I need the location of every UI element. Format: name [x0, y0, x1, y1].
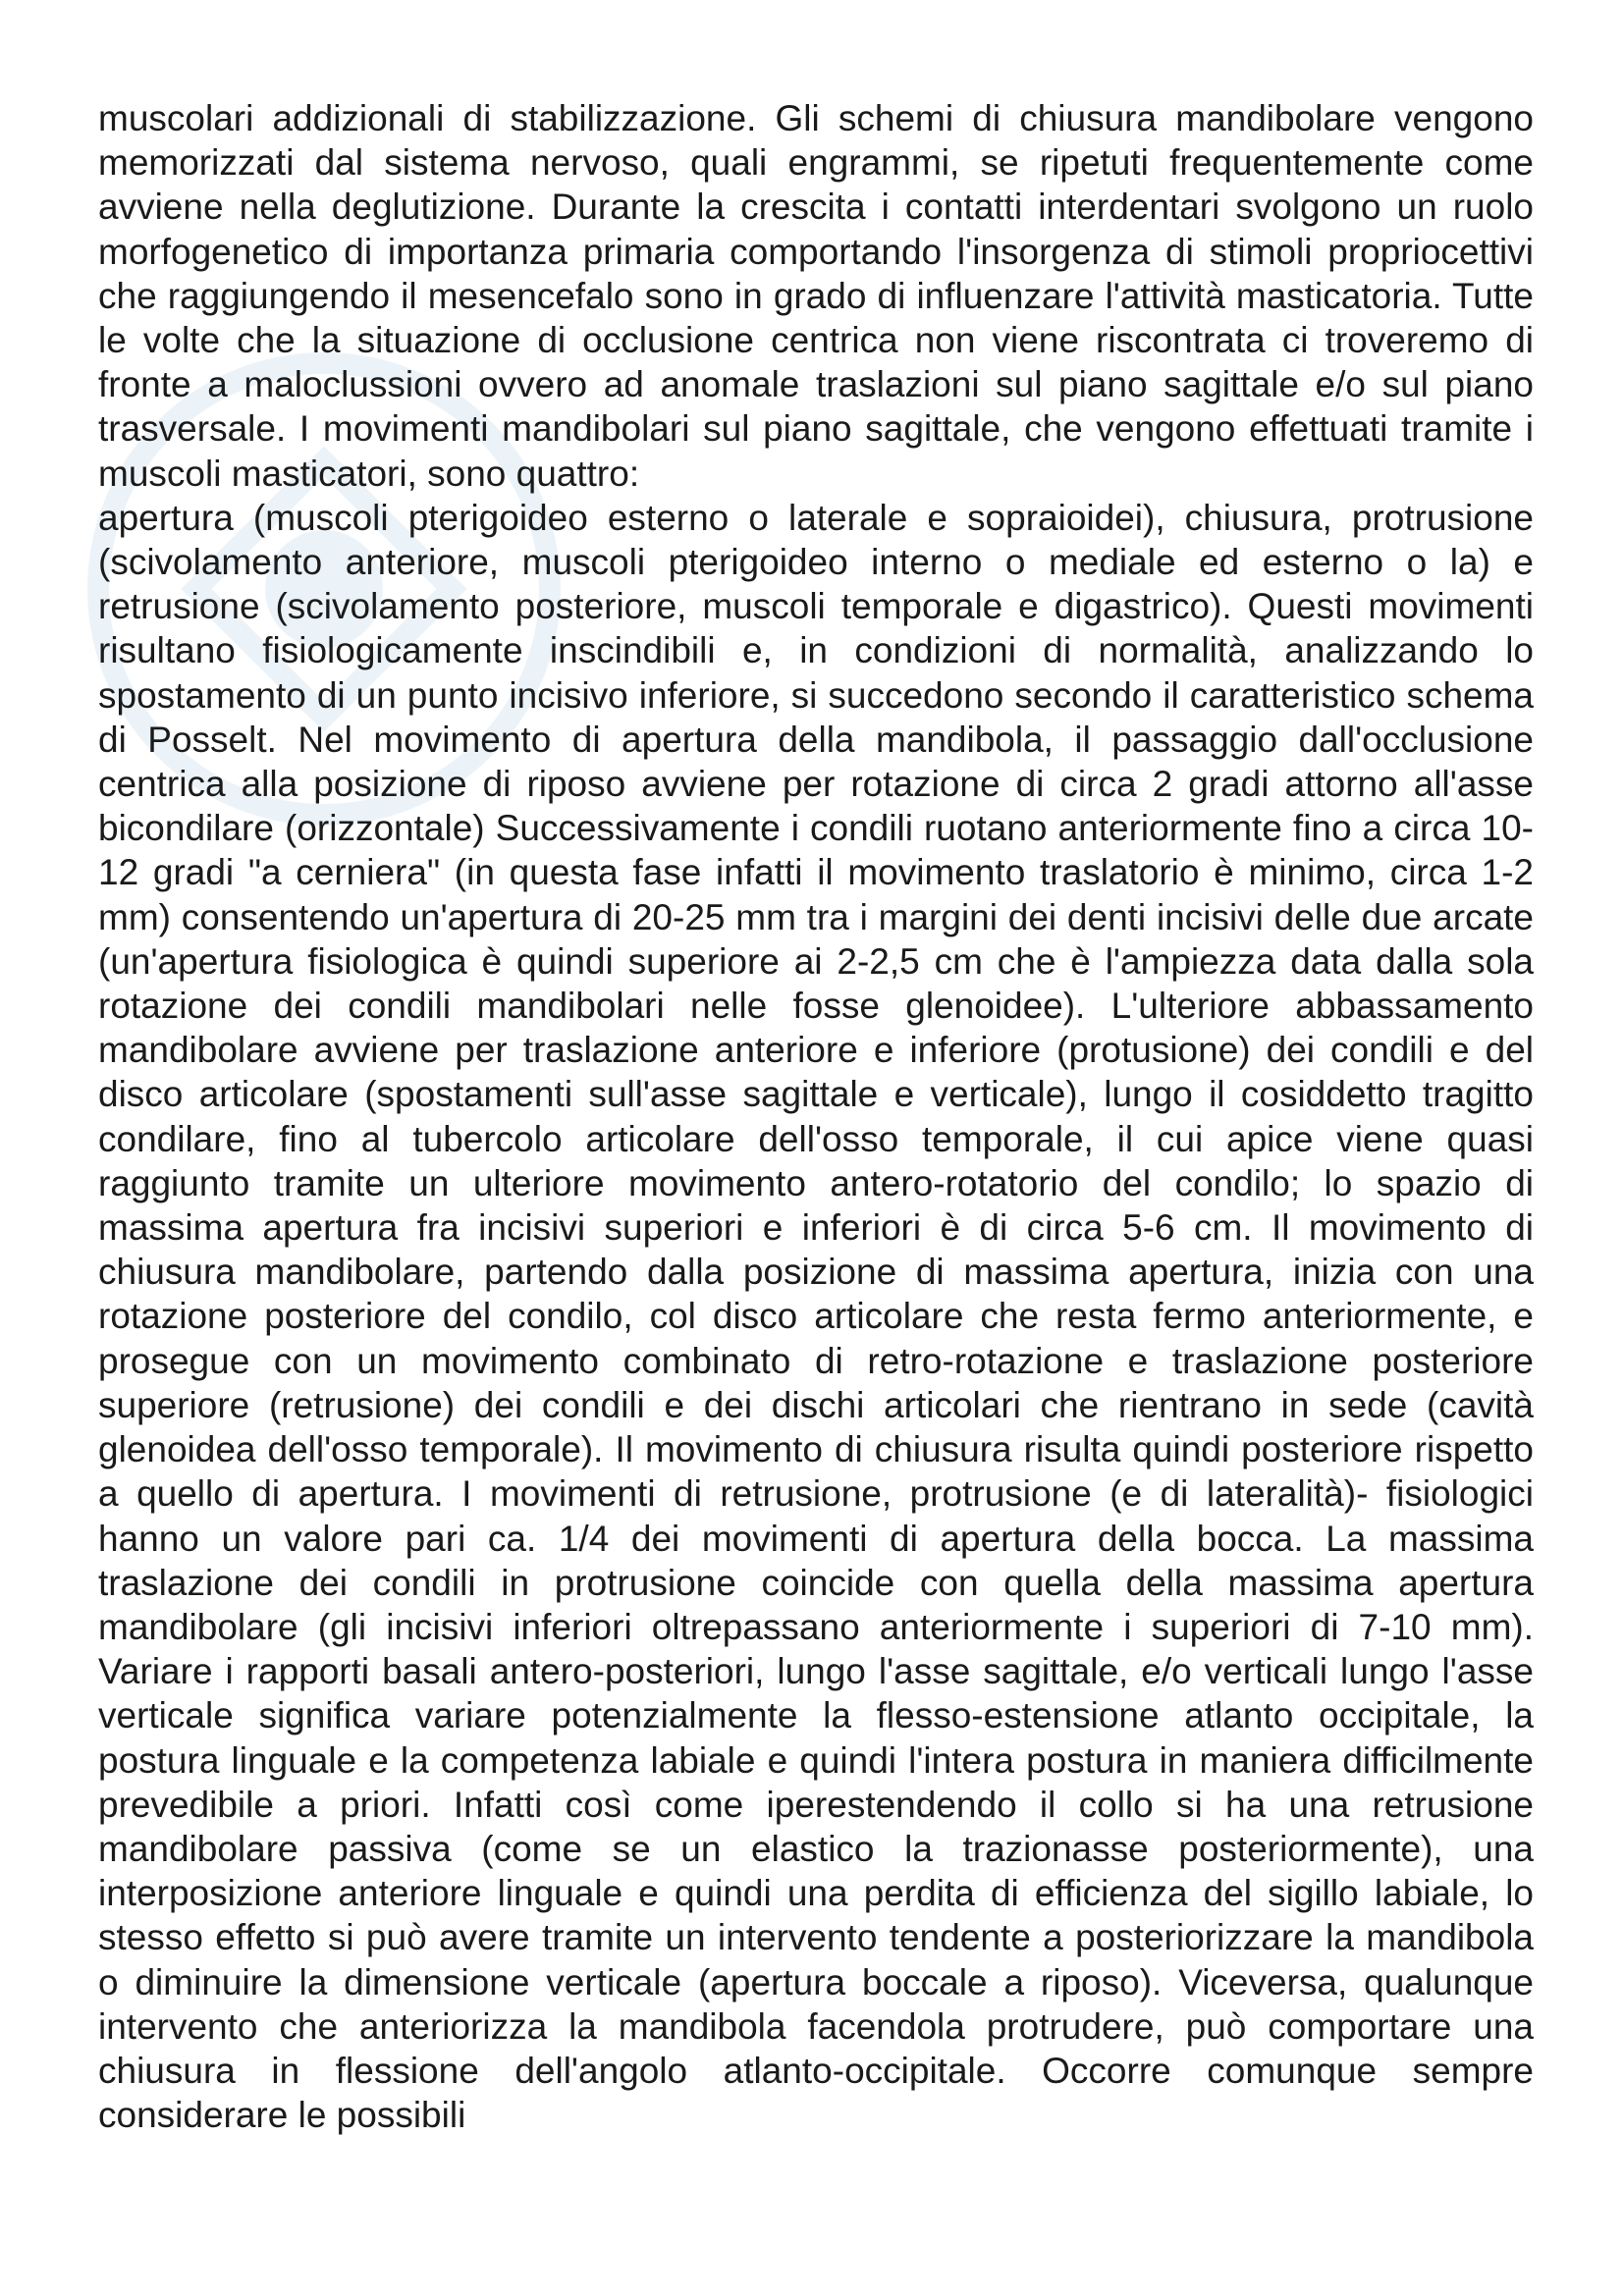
paragraph-1: muscolari addizionali di stabilizzazione. Gli schemi di chiusura mandibolare vengono memorizzati dal sistema nervoso, quali engrammi, se ripetuti frequentemente come avviene nella deglutizione. Durante la crescita i contatti interdentari svolgono un ruolo morfogenetico di importanza primaria comportando l'insorgenza di stimoli propriocettivi che raggiungendo il mesencefalo sono in grado di influenzare l'attività masticatoria. Tutte le volte che la situazione di occlusione centrica non viene riscontrata ci troveremo di fronte a maloclussioni ovvero ad anomale traslazioni sul piano sagittale e/o sul piano trasversale. I movimenti mandibolari sul piano sagittale, che vengono effettuati tramite i muscoli masticatori, sono quattro:	[98, 98, 1534, 494]
body-text	[98, 96, 1534, 2137]
paragraph-2: apertura (muscoli pterigoideo esterno o laterale e sopraioidei), chiusura, protrusione (scivolamento anteriore, muscoli pterigoideo interno o mediale ed esterno o la) e retrusione (scivolamento posteriore, muscoli temporale e digastrico). Questi movimenti risultano fisiologicamente inscindibili e, in condizioni di normalità, analizzando lo spostamento di un punto incisivo inferiore, si succedono secondo il caratteristico schema di Posselt. Nel movimento di apertura della mandibola, il passaggio dall'occlusione centrica alla posizione di riposo avviene per rotazione di circa 2 gradi attorno all'asse bicondilare (orizzontale) Successivamente i condili ruotano anteriormente fino a circa 10-12 gradi "a cerniera" (in questa fase infatti il movimento traslatorio è minimo, circa 1-2 mm) consentendo un'apertura di 20-25 mm tra i margini dei denti incisivi delle due arcate (un'apertura fisiologica è quindi superiore ai 2-2,5 cm che è l'ampiezza data dalla sola rotazione dei condili mandibolari nelle fosse glenoidee). L'ulteriore abbassamento mandibolare avviene per traslazione anteriore e inferiore (protusione) dei condili e del disco articolare (spostamenti sull'asse sagittale e verticale), lungo il cosiddetto tragitto condilare, fino al tubercolo articolare dell'osso temporale, il cui apice viene quasi raggiunto tramite un ulteriore movimento antero-rotatorio del condilo; lo spazio di massima apertura fra incisivi superiori e inferiori è di circa 5-6 cm. Il movimento di chiusura mandibolare, partendo dalla posizione di massima apertura, inizia con una rotazione posteriore del condilo, col disco articolare che resta fermo anteriormente, e prosegue con un movimento combinato di retro-rotazione e traslazione posteriore superiore (retrusione) dei condili e dei dischi articolari che rientrano in sede (cavità glenoidea dell'osso temporale). Il movimento di chiusura risulta quindi posteriore rispetto a quello di apertura. I movimenti di retrusione, protrusione (e di lateralità)- fisiologici hanno un valore pari ca. 1/4 dei movimenti di apertura della bocca. La massima traslazione dei condili in protrusione coincide con quella della massima apertura mandibolare (gli incisivi inferiori oltrepassano anteriormente i superiori di 7-10 mm). Variare i rapporti basali antero-posteriori, lungo l'asse sagittale, e/o verticali lungo l'asse verticale significa variare potenzialmente la flesso-estensione atlanto occipitale, la postura linguale e la competenza labiale e quindi l'intera postura in maniera difficilmente prevedibile a priori. Infatti così come iperestendendo il collo si ha una retrusione mandibolare passiva (come se un elastico la trazionasse posteriormente), una interposizione anteriore linguale e quindi una perdita di efficienza del sigillo labiale, lo stesso effetto si può avere tramite un intervento tendente a posteriorizzare la mandibola o diminuire la dimensione verticale (apertura boccale a riposo). Viceversa, qualunque intervento che anteriorizza la mandibola facendola protrudere, può comportare una chiusura in flessione dell'angolo atlanto-occipitale. Occorre comunque sempre considerare le possibili	[98, 497, 1534, 2136]
